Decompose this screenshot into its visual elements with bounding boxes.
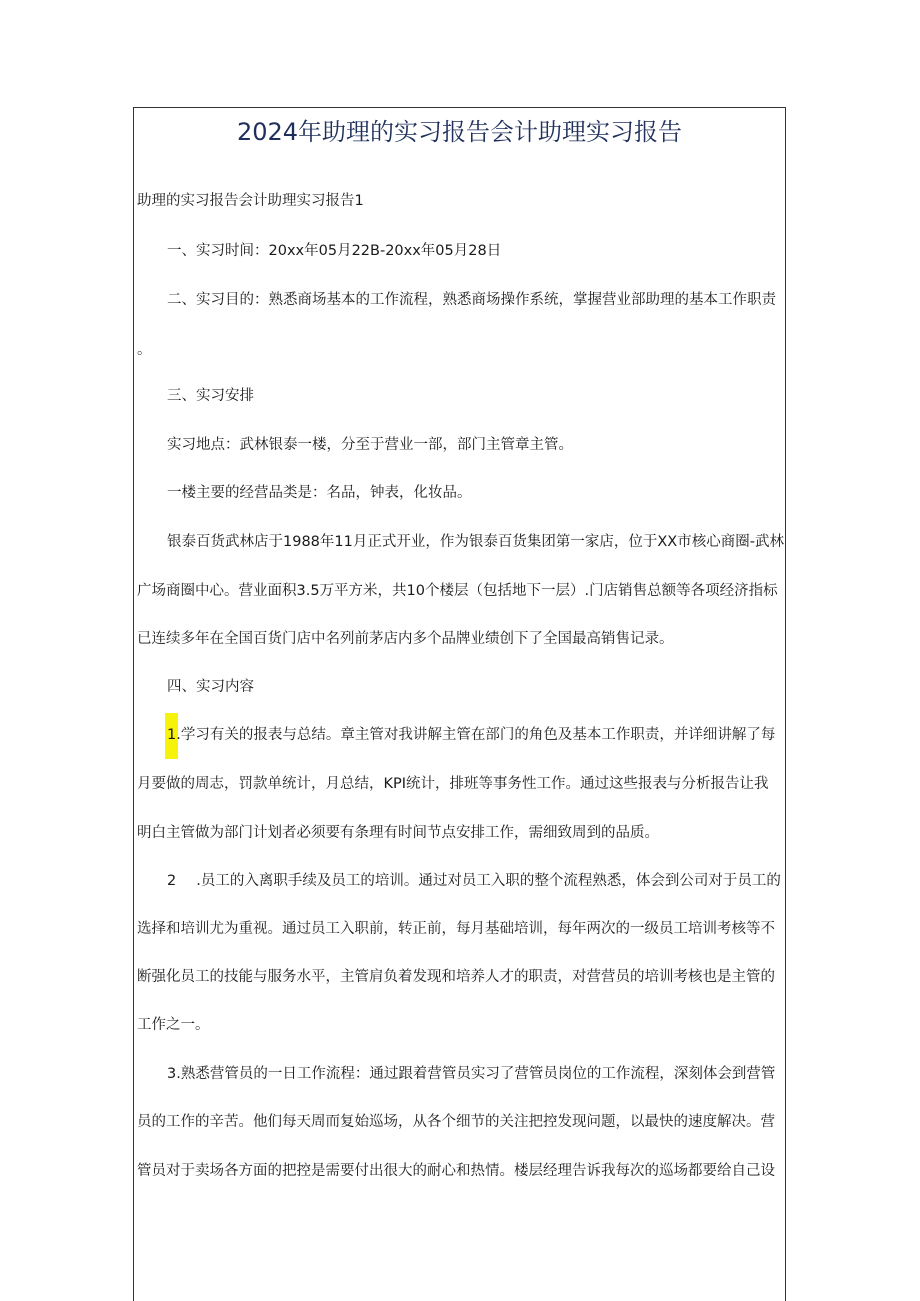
section-content-heading: 四、实习内容 (167, 679, 254, 695)
item2-text: .员工的入离职手续及员工的培训。通过对员工入职的整个流程熟悉，体会到公司对于员工的 (196, 873, 781, 889)
goods-line: 一楼主要的经营品类是：名品，钟表，化妆品。 (167, 485, 472, 501)
store-line-1: 银泰百货武林店于1988年11月正式开业，作为银泰百货集团第一家店，位于XX市核心商圈-武林 (167, 534, 784, 550)
store-line-3: 已连续多年在全国百货门店中名列前茅店内多个品牌业绩创下了全国最高销售记录。 (137, 631, 674, 647)
item2-number: 2 (167, 873, 177, 889)
item1-number: 1. (167, 727, 181, 743)
item3-line-1: 3.熟悉营管员的一日工作流程：通过跟着营管员实习了营管员岗位的工作流程，深刻体会到营管 (167, 1066, 776, 1082)
item1-line-3: 明白主管做为部门计划者必须要有条理有时间节点安排工作，需细致周到的品质。 (137, 825, 659, 841)
item2-line-3: 断强化员工的技能与服务水平，主管肩负着发现和培养人才的职责，对营营员的培训考核也是主管的 (137, 969, 775, 985)
document-title: 2024年助理的实习报告会计助理实习报告 (236, 118, 683, 146)
section-goal-line-1: 二、实习目的：熟悉商场基本的工作流程，熟悉商场操作系统，掌握营业部助理的基本工作职责 (167, 292, 776, 308)
item2-line-4: 工作之一。 (137, 1017, 210, 1033)
highlighted-number (167, 724, 181, 746)
item3-line-3: 管员对于卖场各方面的把控是需要付出很大的耐心和热情。楼层经理告诉我每次的巡场都要给自己设 (137, 1163, 775, 1179)
item2-line-1 (167, 870, 781, 892)
section-time: 一、实习时间：20xx年05月22B-20xx年05月28日 (167, 243, 502, 259)
report-subtitle: 助理的实习报告会计助理实习报告1 (137, 193, 364, 209)
section-goal-line-2: 。 (137, 342, 152, 358)
item1-line-2: 月要做的周志，罚款单统计，月总结，KPI统计，排班等事务性工作。通过这些报表与分析报告让我 (137, 776, 769, 792)
item1-line-1 (167, 724, 775, 746)
item3-line-2: 员的工作的辛苦。他们每天周而复始巡场，从各个细节的关注把控发现问题，以最快的速度解决。营 (137, 1114, 775, 1130)
store-line-2: 广场商圈中心。营业面积3.5万平方米，共10个楼层（包括地下一层）.门店销售总额等各项经济指标 (137, 583, 778, 599)
item2-line-2: 选择和培训尤为重视。通过员工入职前，转正前，每月基础培训，每年两次的一级员工培训考核等不 (137, 921, 775, 937)
location-line: 实习地点：武林银泰一楼，分至于营业一部，部门主管章主管。 (167, 437, 573, 453)
item1-text: 学习有关的报表与总结。章主管对我讲解主管在部门的角色及基本工作职责，并详细讲解了每 (180, 727, 776, 743)
section-arrange-heading: 三、实习安排 (167, 388, 254, 404)
